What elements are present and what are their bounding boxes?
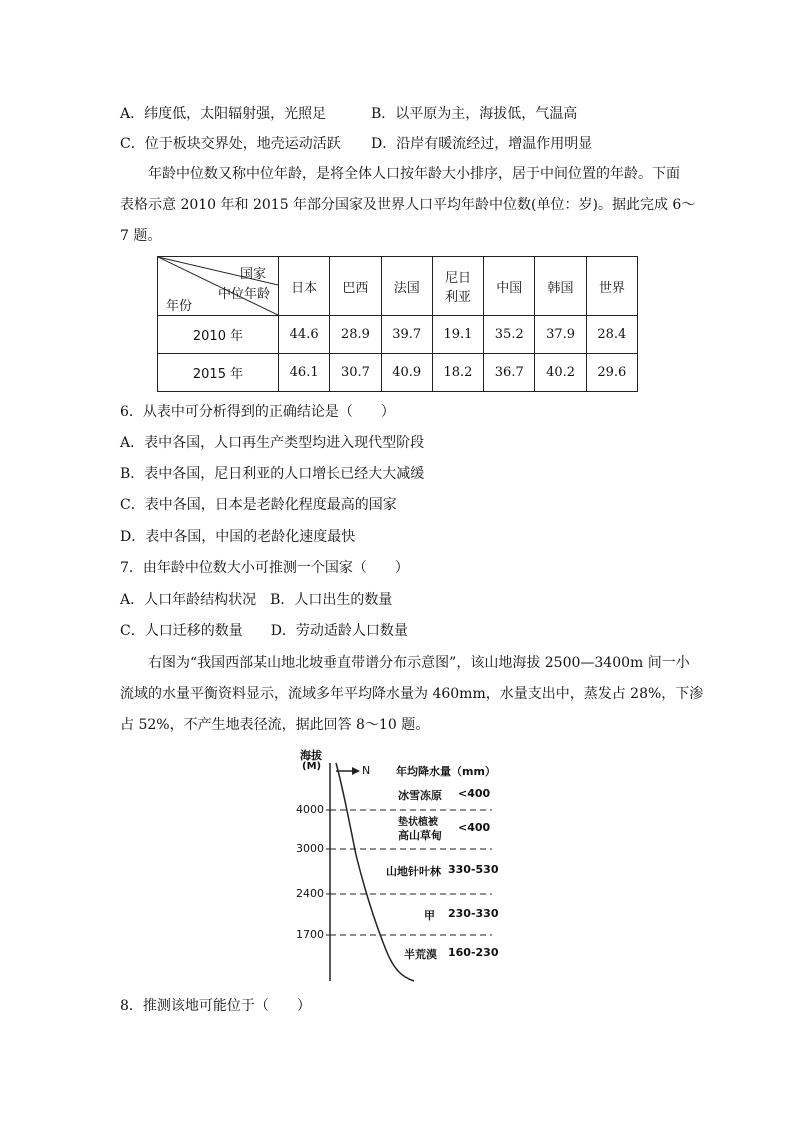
intro-6-7-line2: 表格示意 2010 年和 2015 年部分国家及世界人口平均年龄中位数(单位：岁)。据此完成 6～ xyxy=(120,197,696,213)
intro-8-10-line3: 占 52%，不产生地表径流，据此回答 8～10 题。 xyxy=(120,717,430,733)
zone-jia-precip: 230-330 xyxy=(448,907,499,920)
table-row xyxy=(158,316,638,354)
table-cell: 40.2 xyxy=(535,354,586,392)
table-cell: 28.4 xyxy=(586,316,637,354)
table-cell: 28.9 xyxy=(330,316,381,354)
vertical-zonation-figure xyxy=(296,745,499,985)
q6-stem: 6．从表中可分析得到的正确结论是（ ） xyxy=(120,404,395,420)
col-world: 世界 xyxy=(586,257,637,316)
q5-option-a: A．纬度低，太阳辐射强，光照足 xyxy=(120,106,327,122)
col-nigeria-line1: 尼日 xyxy=(444,271,471,286)
zone-semidesert-name: 半荒漠 xyxy=(404,948,437,961)
tick-label-4000: 4000 xyxy=(296,803,324,816)
table-cell: 29.6 xyxy=(586,354,637,392)
q5-option-c: C．位于板块交界处，地壳运动活跃 xyxy=(120,136,341,152)
zone-tundra-name: 冰雪冻原 xyxy=(398,789,442,802)
intro-6-7-line1: 年龄中位数又称中位年龄，是将全体人口按年龄大小排序，居于中间位置的年龄。下面 xyxy=(148,166,680,182)
tick-label-1700: 1700 xyxy=(296,928,324,941)
header-country: 国家 xyxy=(239,267,266,282)
north-label: N xyxy=(362,764,371,777)
intro-8-10-line1: 右图为“我国西部某山地北坡垂直带谱分布示意图”，该山地海拔 2500—3400m 间一小 xyxy=(148,655,690,671)
q5-option-d: D．沿岸有暖流经过，增温作用明显 xyxy=(371,136,593,152)
row-year: 2010 年 xyxy=(158,316,279,354)
zone-tundra-precip: <400 xyxy=(458,787,491,800)
zone-alpine-name-line1: 垫状植被 xyxy=(398,817,438,828)
legend-title: 年均降水量（mm） xyxy=(396,765,496,778)
col-nigeria-line2: 利亚 xyxy=(444,290,471,305)
col-japan: 日本 xyxy=(279,257,330,316)
zone-jia-name: 甲 xyxy=(424,909,435,922)
header-year: 年份 xyxy=(166,299,193,314)
table-row xyxy=(158,354,638,392)
y-axis-title: 海拔 xyxy=(300,749,322,762)
table-cell: 30.7 xyxy=(330,354,381,392)
north-arrow-head xyxy=(352,767,360,775)
table-cell: 39.7 xyxy=(381,316,432,354)
table-cell: 37.9 xyxy=(535,316,586,354)
zone-alpine-name-line2: 高山草甸 xyxy=(398,829,442,842)
tick-label-2400: 2400 xyxy=(296,887,324,900)
q7-options-cd: C．人口迁移的数量 D．劳动适龄人口数量 xyxy=(120,623,408,639)
table-cell: 19.1 xyxy=(432,316,483,354)
q6-option-c: C．表中各国，日本是老龄化程度最高的国家 xyxy=(120,497,397,513)
q6-option-d: D．表中各国，中国的老龄化速度最快 xyxy=(120,529,356,545)
zone-conifer-precip: 330-530 xyxy=(448,863,499,876)
q6-option-a: A．表中各国，人口再生产类型均进入现代型阶段 xyxy=(120,435,425,451)
q7-stem: 7．由年龄中位数大小可推测一个国家（ ） xyxy=(120,560,409,576)
q6-option-b: B．表中各国，尼日利亚的人口增长已经大大减缓 xyxy=(120,466,425,482)
table-cell: 40.9 xyxy=(381,354,432,392)
col-china: 中国 xyxy=(484,257,535,316)
zone-semidesert-precip: 160-230 xyxy=(448,946,499,959)
y-axis-unit: (M) xyxy=(302,761,322,772)
q8-stem: 8．推测该地可能位于（ ） xyxy=(120,998,311,1014)
col-nigeria xyxy=(432,257,483,316)
row-year: 2015 年 xyxy=(158,354,279,392)
intro-6-7-line3: 7 题。 xyxy=(120,228,162,244)
q5-option-b: B．以平原为主，海拔低，气温高 xyxy=(371,106,578,122)
zone-alpine-precip: <400 xyxy=(458,821,491,834)
table-cell: 35.2 xyxy=(484,316,535,354)
col-france: 法国 xyxy=(381,257,432,316)
intro-8-10-line2: 流域的水量平衡资料显示，流域多年平均降水量为 460mm，水量支出中，蒸发占 28%，下渗 xyxy=(120,686,704,702)
col-brazil: 巴西 xyxy=(330,257,381,316)
table-header-diagonal-cell xyxy=(158,257,279,316)
table-cell: 46.1 xyxy=(279,354,330,392)
tick-label-3000: 3000 xyxy=(296,842,324,855)
table-cell: 36.7 xyxy=(484,354,535,392)
header-median-age: 中位年龄 xyxy=(217,287,270,302)
zone-conifer-name: 山地针叶林 xyxy=(386,865,441,878)
col-korea: 韩国 xyxy=(535,257,586,316)
table-cell: 44.6 xyxy=(279,316,330,354)
median-age-table xyxy=(157,256,638,392)
q7-options-ab: A．人口年龄结构状况 B．人口出生的数量 xyxy=(120,592,393,608)
table-cell: 18.2 xyxy=(432,354,483,392)
